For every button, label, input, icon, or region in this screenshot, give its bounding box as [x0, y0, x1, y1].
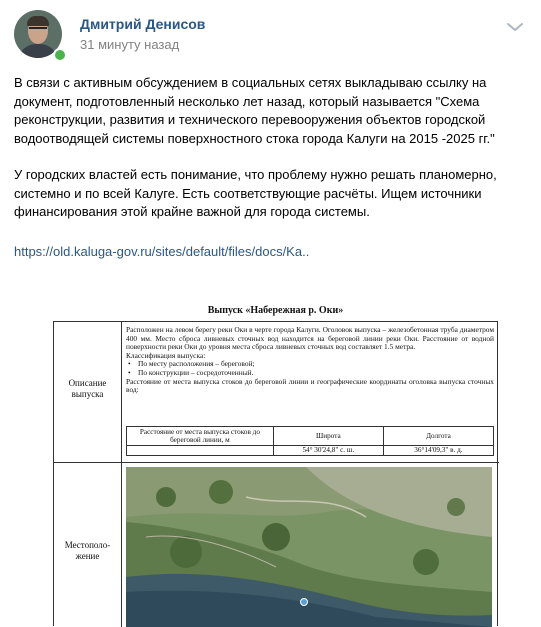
description-paragraph: Расположен на левом берегу реки Оки в черте города Калуги. Оголовок выпуска – железобетонная труба диаметром 400 мм. Место сброса ливневых сточных вод находится на береговой линии реки Оки. Расстояние от водной поверхности реки Оки до уровня места сброса ливневых сточных вод составляет 1.5 метра. [126, 325, 494, 352]
table-cell [127, 445, 274, 455]
aerial-photo [126, 467, 492, 627]
table-cell: 54° 30'24,8" с. ш. [273, 445, 383, 455]
location-marker [300, 598, 308, 606]
document-title: Выпуск «Набережная р. Оки» [207, 305, 344, 316]
avatar-hair [27, 16, 49, 26]
post-link[interactable]: https://old.kaluga-gov.ru/sites/default/files/docs/Ka.. [14, 244, 310, 259]
classification-item: • По конструкции – сосредоточенный. [126, 369, 494, 378]
table-header-cell: Широта [273, 427, 383, 446]
document-image[interactable] [51, 296, 500, 626]
classification-item: • По месту расположения – береговой; [126, 360, 494, 369]
post-text [14, 74, 526, 222]
table-row-divider [54, 462, 499, 463]
avatar-shirt [18, 44, 58, 58]
location-label: Местополо-жение [64, 540, 111, 561]
author-name[interactable]: Дмитрий Денисов [80, 16, 206, 32]
table-cell: 36°14'09,3" в. д. [383, 445, 493, 455]
post-time[interactable]: 31 минуту назад [80, 37, 180, 52]
document-table [53, 321, 498, 626]
table-column-divider [121, 322, 122, 627]
description-label: Описание выпуска [68, 378, 107, 399]
description-text [126, 326, 494, 395]
table-row [127, 427, 494, 446]
chevron-down-icon[interactable] [505, 20, 525, 34]
table-row [127, 445, 494, 455]
online-indicator [53, 48, 67, 62]
post-header [0, 0, 541, 70]
table-header-cell: Расстояние от места выпуска стоков до береговой линии, м [127, 427, 274, 446]
classification-label: Классификация выпуска: [126, 350, 206, 360]
post-paragraph: В связи с активным обсуждением в социальных сетях выкладываю ссылку на документ, подготовленный несколько лет назад, который называется "Схема реконструкции, развития и технического перевооружения объектов городской водоотводящей системы поверхностного стока города Калуги на 2015 -2025 гг." [14, 75, 495, 146]
coords-table [126, 426, 494, 456]
post-paragraph: У городских властей есть понимание, что проблему нужно решать планомерно, системно и по всей Калуге. Есть соответствующие расчёты. Ищем источники финансирования этой крайне важной для города системы. [14, 167, 497, 219]
coords-intro: Расстояние от места выпуска стоков до береговой линии и географические координаты оголовка выпуска сточных вод: [126, 376, 494, 395]
avatar-glasses [29, 27, 47, 33]
table-header-cell: Долгота [383, 427, 493, 446]
